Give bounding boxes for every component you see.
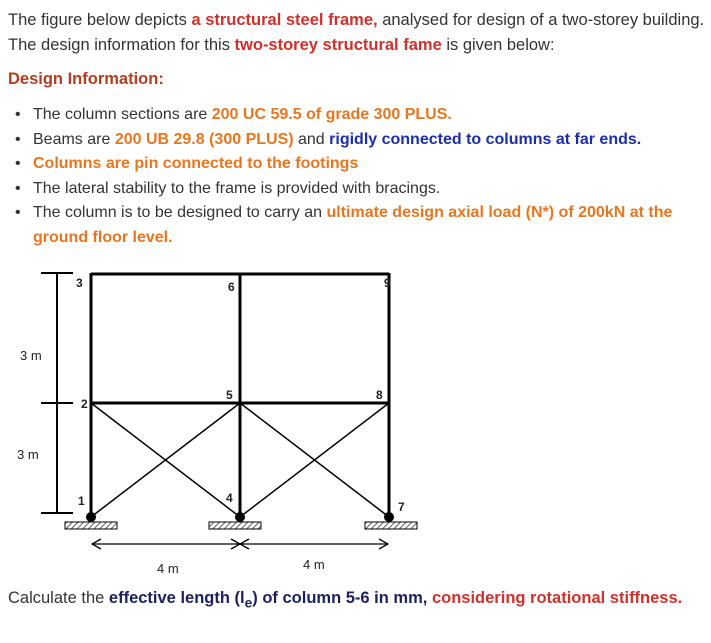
intro-text-2: analysed for design of a two-storey building. The design information for this	[8, 11, 705, 54]
question-text-1: Calculate the	[8, 589, 109, 607]
bullet-lateral-stability	[10, 177, 710, 202]
dim-lower-label: 3 m	[17, 447, 39, 462]
question-bold-2: ) of column 5-6 in mm,	[252, 589, 428, 607]
dim-right-span-label: 4 m	[303, 557, 325, 572]
node-label-7: 7	[398, 500, 405, 514]
bullet-text: Beams are	[33, 130, 115, 148]
bullet-column-sections	[10, 103, 710, 128]
pin-support-icon	[384, 512, 394, 522]
question-rotational-stiffness: considering rotational stiffness.	[427, 589, 683, 607]
design-info-heading: Design Information:	[8, 70, 164, 88]
bullet-text: The column sections are	[33, 106, 212, 123]
frame-members	[91, 273, 389, 517]
node-label-6: 6	[228, 280, 235, 294]
span-dimension	[92, 539, 388, 549]
node-label-9: 9	[384, 276, 391, 290]
bullet-text: The column is to be designed to carry an	[33, 204, 327, 221]
node-label-8: 8	[376, 388, 383, 402]
bullet-highlight: 200 UB 29.8 (300 PLUS)	[114, 130, 294, 148]
question-text	[8, 589, 682, 610]
intro-highlight-fame: two-storey structural fame	[234, 36, 442, 54]
bullet-text: The lateral stability to the frame is provided with bracings.	[33, 179, 441, 197]
bullet-highlight: ultimate design axial load (N*) of 200kN at the ground floor level.	[33, 204, 673, 246]
node-label-1: 1	[78, 494, 85, 508]
bullet-beams	[10, 128, 710, 153]
question-effective-length	[108, 589, 428, 611]
height-dimension	[17, 273, 73, 513]
bullet-axial-load	[10, 201, 710, 250]
intro-text-1: The figure below depicts	[8, 11, 192, 29]
node-label-2: 2	[81, 397, 88, 411]
question-subscript: e	[244, 595, 253, 611]
intro-highlight-frame: a structural steel frame,	[191, 11, 378, 29]
pin-support-icon	[235, 512, 245, 522]
bullet-highlight: 200 UC 59.5 of grade 300 PLUS.	[211, 106, 452, 123]
node-label-4: 4	[226, 491, 233, 505]
design-info-list	[10, 103, 710, 250]
bullet-highlight-blue: rigidly connected to columns at far ends.	[329, 130, 642, 148]
bullet-pin-connection	[10, 152, 710, 177]
pin-supports	[65, 512, 417, 529]
bullet-highlight: Columns are pin connected to the footings	[33, 155, 359, 172]
dim-left-span-label: 4 m	[157, 561, 179, 576]
dim-upper-label: 3 m	[20, 348, 42, 363]
bullet-text: and	[293, 130, 330, 148]
node-label-5: 5	[226, 388, 233, 402]
question-bold-1: effective length (l	[108, 589, 245, 607]
frame-diagram	[0, 260, 711, 585]
intro-text-3: is given below:	[441, 36, 555, 54]
pin-support-icon	[86, 512, 96, 522]
node-label-3: 3	[76, 276, 83, 290]
intro-paragraph	[8, 8, 708, 58]
